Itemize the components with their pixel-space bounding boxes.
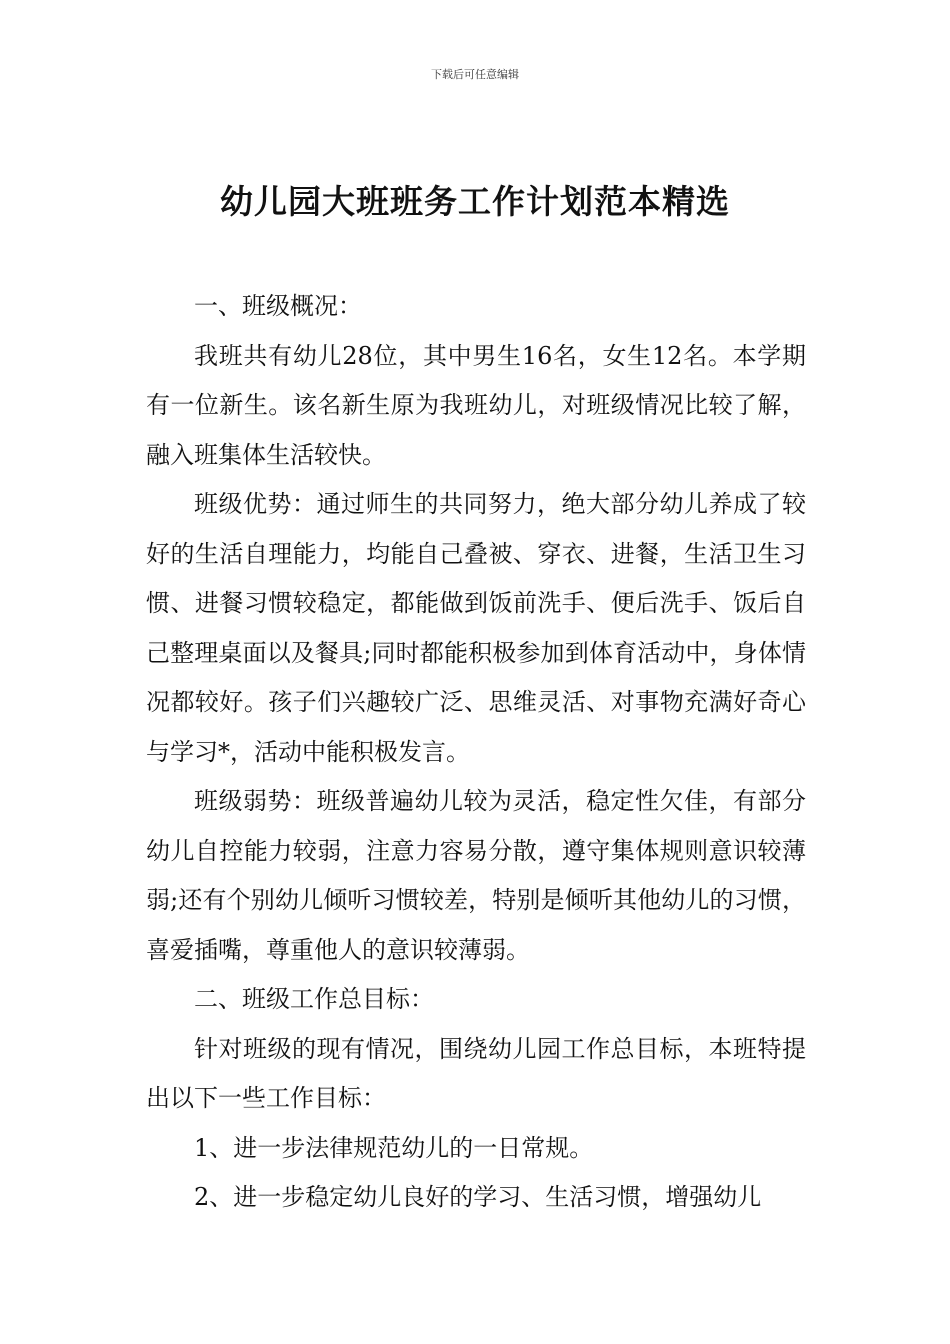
paragraph-class-weaknesses: 班级弱势：班级普遍幼儿较为灵活，稳定性欠佳，有部分幼儿自控能力较弱，注意力容易分散，遵守集体规则意识较薄弱;还有个别幼儿倾听习惯较差，特别是倾听其他幼儿的习惯，喜爱插嘴，尊重他人的意识较薄弱。 [146, 787, 806, 964]
paragraph-class-strengths: 班级优势：通过师生的共同努力，绝大部分幼儿养成了较好的生活自理能力，均能自己叠被、穿衣、进餐，生活卫生习惯、进餐习惯较稳定，都能做到饭前洗手、便后洗手、饭后自己整理桌面以及餐具;同时都能积极参加到体育活动中，身体情况都较好。孩子们兴趣较广泛、思维灵活、对事物充满好奇心与学习*，活动中能积极发言。 [146, 490, 806, 766]
paragraph-goals-intro: 针对班级的现有情况，围绕幼儿园工作总目标，本班特提出以下一些工作目标： [146, 1034, 806, 1112]
section-heading-class-overview: 一、班级概况： [194, 292, 362, 320]
paragraph-class-size: 我班共有幼儿28位，其中男生16名，女生12名。本学期有一位新生。该名新生原为我班幼儿，对班级情况比较了解，融入班集体生活较快。 [146, 341, 806, 469]
list-item-goal-1: 1、进一步法律规范幼儿的一日常规。 [194, 1133, 594, 1162]
list-item-goal-2: 2、进一步稳定幼儿良好的学习、生活习惯，增强幼儿 [194, 1183, 762, 1211]
document-body [146, 282, 806, 1223]
document-title: 幼儿园大班班务工作计划范本精选 [220, 182, 730, 221]
header-note: 下载后可任意编辑 [431, 68, 519, 81]
section-heading-work-goals: 二、班级工作总目标： [194, 985, 434, 1013]
